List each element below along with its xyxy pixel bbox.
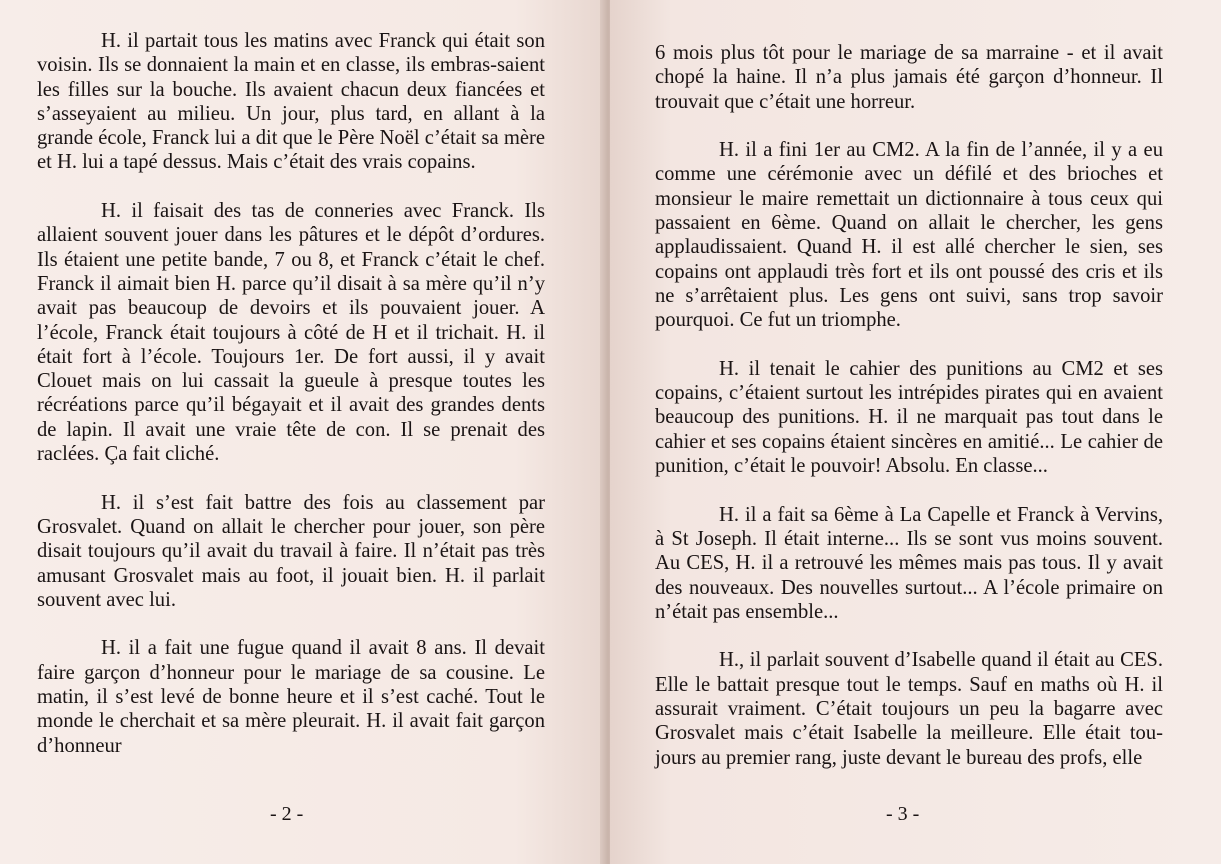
paragraph: H. il a fait sa 6ème à La Capelle et Franck à Vervins, à St Joseph. Il était interne... Ils se sont vus moins souvent. Au CES, H. il a retrouvé les mêmes mais pas tous. Il y avait des nouveaux. Des nouvelles surtout... A l’école primaire on n’était pas ensemble... — [655, 503, 1163, 623]
paragraph: H., il parlait souvent d’Isabelle quand il était au CES. Elle le battait presque tout le temps. Sauf en maths où H. il assurait vraiment. C’était toujours un peu la bagarre avec Grosvalet mais c’était Isabelle la meilleure. Elle était tou-jours au premier rang, juste devant le bureau des profs, elle — [655, 649, 1163, 769]
paragraph: H. il a fait une fugue quand il avait 8 ans. Il devait faire garçon d’honneur pour le mariage de sa cousine. Le matin, il s’est levé de bonne heure et il s’est caché. Tout le monde le cherchait et sa mère pleurait. H. il avait fait garçon d’honneur — [37, 637, 545, 757]
paragraph: H. il faisait des tas de conneries avec Franck. Ils allaient souvent jouer dans les pâtures et le dépôt d’ordures. Ils étaient une petite bande, 7 ou 8, et Franck c’était le chef. Franck il aimait bien H. parce qu’il disait à sa mère qu’il n’y avait pas beaucoup de devoirs et ils pouvaient jouer. A l’école, Franck était toujours à côté de H et il trichait. H. il était fort à l’école. Toujours 1er. De fort aussi, il y avait Clouet mais on lui cassait la gueule à presque toutes les récréations parce qu’il bégayait et il avait des grandes dents de lapin. Il avait une vraie tête de con. Il se prenait des raclées. Ça fait cliché. — [37, 200, 545, 466]
page-number: - 3 - — [886, 803, 920, 825]
paragraph: H. il partait tous les matins avec Franck qui était son voisin. Ils se donnaient la main et en classe, ils embras-saient les filles sur la bouche. Ils avaient chacun deux fiancées et s’asseyaient au milieu. Un jour, plus tard, en allant à la grande école, Franck lui a dit que le Père Noël c’était sa mère et H. lui a tapé dessus. Mais c’était des vrais copains. — [37, 30, 545, 174]
right-page-text — [655, 41, 1163, 794]
left-page — [0, 0, 606, 864]
left-page-text — [37, 29, 545, 782]
paragraph: H. il tenait le cahier des punitions au CM2 et ses copains, c’étaient surtout les intrépides pirates qui en avaient beaucoup des punitions. H. il ne marquait pas tout dans le cahier et ses copains étaient sincères en amitié... Le cahier de punition, c’était le pouvoir! Absolu. En classe... — [655, 357, 1163, 478]
paragraph: 6 mois plus tôt pour le mariage de sa marraine - et il avait chopé la haine. Il n’a plus jamais été garçon d’honneur. Il trouvait que c’était une horreur. — [655, 42, 1163, 113]
page-number: - 2 - — [270, 803, 304, 825]
paragraph: H. il a fini 1er au CM2. A la fin de l’année, il y a eu comme une cérémonie avec un défilé et des brioches et monsieur le maire remettait un dictionnaire à tous ceux qui passaient en 6ème. Quand on allait le chercher, les gens applaudissaient. Quand H. il est allé chercher le sien, ses copains ont applaudi très fort et ils ont poussé des cris et ils ne s’arrêtaient plus. Les gens ont suivi, sans trop savoir pourquoi. Ce fut un triomphe. — [655, 139, 1163, 332]
right-page — [610, 0, 1221, 864]
paragraph: H. il s’est fait battre des fois au classement par Grosvalet. Quand on allait le chercher pour jouer, son père disait toujours qu’il avait du travail à faire. Il n’était pas très amusant Grosvalet mais au foot, il jouait bien. H. il parlait souvent avec lui. — [37, 491, 545, 611]
